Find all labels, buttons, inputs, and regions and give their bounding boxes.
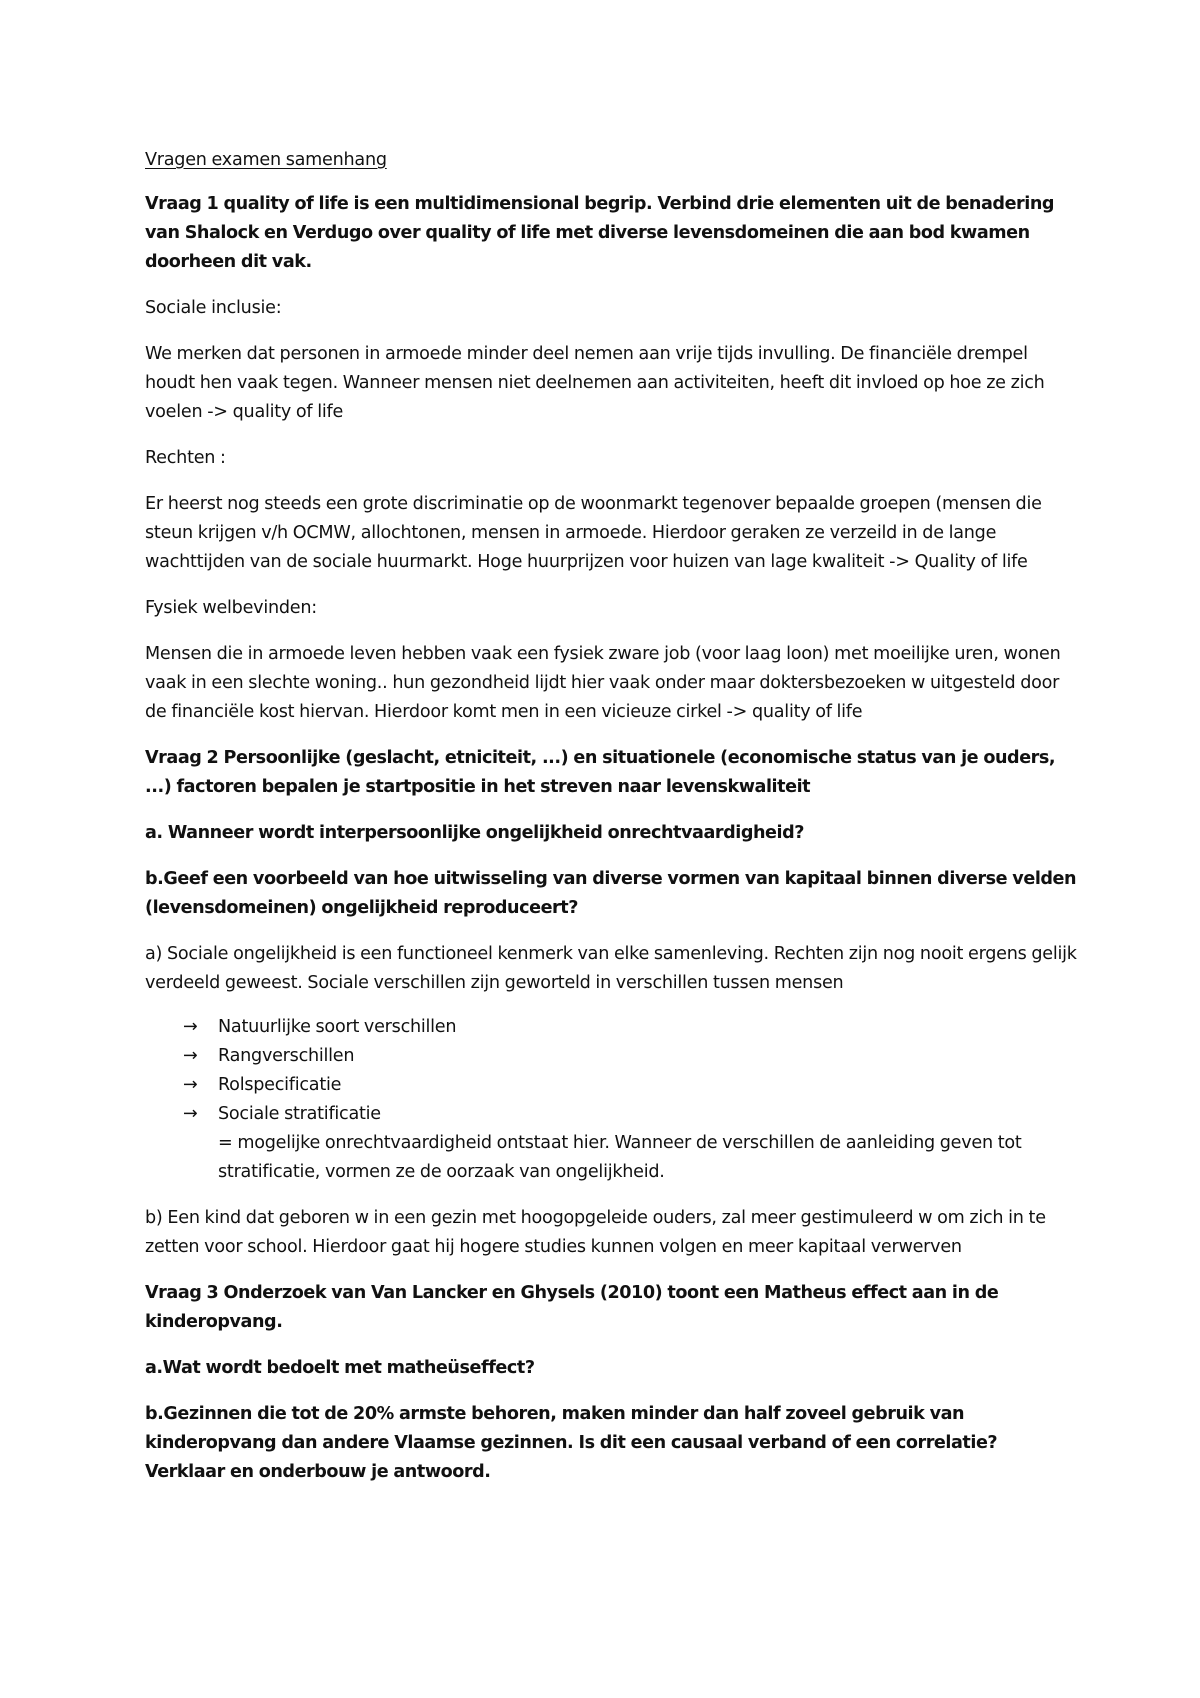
question-3: Vraag 3 Onderzoek van Van Lancker en Ghysels (2010) toont een Matheus effect aan in de kinderopvang. — [145, 1283, 999, 1332]
document-content — [145, 146, 1080, 1504]
list-item — [145, 1013, 1080, 1042]
list-item — [145, 1100, 1080, 1129]
bullet-text: Rolspecificatie — [218, 1075, 342, 1095]
section-heading-rechten: Rechten : — [145, 448, 226, 468]
list-item — [145, 1042, 1080, 1071]
document-title: Vragen examen samenhang — [145, 150, 387, 170]
section-heading-fysiek-welbevinden: Fysiek welbevinden: — [145, 598, 317, 618]
arrow-right-icon: → — [183, 1104, 198, 1124]
section-text-fysiek-welbevinden: Mensen die in armoede leven hebben vaak een fysiek zware job (voor laag loon) met moeilijke uren, wonen vaak in een slechte woning.. hun gezondheid lijdt hier vaak onder maar doktersbezoeken w uitgesteld door de financiële kost hiervan. Hierdoor komt men in een vicieuze cirkel -> quality of life — [145, 644, 1061, 722]
section-text-sociale-inclusie: We merken dat personen in armoede minder deel nemen aan vrije tijds invulling. De financiële drempel houdt hen vaak tegen. Wanneer mensen niet deelnemen aan activiteiten, heeft dit invloed op hoe ze zich voelen -> quality of life — [145, 344, 1045, 422]
bullet-text: Natuurlijke soort verschillen — [218, 1017, 457, 1037]
bullet-text: Rangverschillen — [218, 1046, 355, 1066]
question-3-sub-b: b.Gezinnen die tot de 20% armste behoren, maken minder dan half zoveel gebruik van kinderopvang dan andere Vlaamse gezinnen. Is dit een causaal verband of een correlatie? Verklaar en onderbouw je antwoord. — [145, 1404, 998, 1482]
bullet-note: = mogelijke onrechtvaardigheid ontstaat hier. Wanneer de verschillen de aanleiding geven tot stratificatie, vormen ze de oorzaak van ongelijkheid. — [218, 1133, 1022, 1182]
answer-2a: a) Sociale ongelijkheid is een functioneel kenmerk van elke samenleving. Rechten zijn nog nooit ergens gelijk verdeeld geweest. Sociale verschillen zijn geworteld in verschillen tussen mensen — [145, 944, 1077, 993]
arrow-right-icon: → — [183, 1046, 198, 1066]
list-item — [145, 1071, 1080, 1100]
arrow-right-icon: → — [183, 1017, 198, 1037]
arrow-right-icon: → — [183, 1075, 198, 1095]
question-1: Vraag 1 quality of life is een multidimensional begrip. Verbind drie elementen uit de benadering van Shalock en Verdugo over quality of life met diverse levensdomeinen die aan bod kwamen doorheen dit vak. — [145, 194, 1055, 272]
section-heading-sociale-inclusie: Sociale inclusie: — [145, 298, 282, 318]
section-text-rechten: Er heerst nog steeds een grote discriminatie op de woonmarkt tegenover bepaalde groepen (mensen die steun krijgen v/h OCMW, allochtonen, mensen in armoede. Hierdoor geraken ze verzeild in de lange wachttijden van de sociale huurmarkt. Hoge huurprijzen voor huizen van lage kwaliteit -> Quality of life — [145, 494, 1042, 572]
question-3-sub-a: a.Wat wordt bedoelt met matheüseffect? — [145, 1358, 535, 1378]
question-2-sub-a: a. Wanneer wordt interpersoonlijke ongelijkheid onrechtvaardigheid? — [145, 823, 804, 843]
bullet-text: Sociale stratificatie — [218, 1104, 381, 1124]
question-2: Vraag 2 Persoonlijke (geslacht, etniciteit, ...) en situationele (economische status van je ouders, ...) factoren bepalen je startpositie in het streven naar levenskwaliteit — [145, 748, 1056, 797]
bullet-list — [145, 1013, 1080, 1187]
question-2-sub-b: b.Geef een voorbeeld van hoe uitwisseling van diverse vormen van kapitaal binnen diverse velden (levensdomeinen) ongelijkheid reproduceert? — [145, 869, 1077, 918]
answer-2b: b) Een kind dat geboren w in een gezin met hoogopgeleide ouders, zal meer gestimuleerd w om zich in te zetten voor school. Hierdoor gaat hij hogere studies kunnen volgen en meer kapitaal verwerven — [145, 1208, 1046, 1257]
